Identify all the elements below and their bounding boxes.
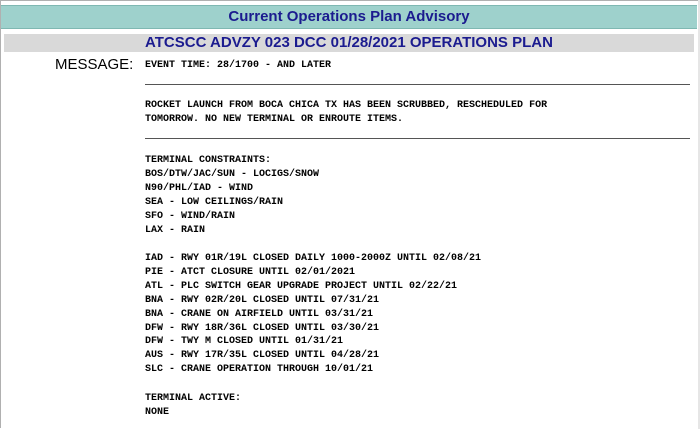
facility-line: BNA - RWY 02R/20L CLOSED UNTIL 07/31/21 xyxy=(145,294,380,306)
constraint-line: SEA - LOW CEILINGS/RAIN xyxy=(145,196,284,208)
facility-line: DFW - RWY 18R/36L CLOSED UNTIL 03/30/21 xyxy=(145,322,380,334)
facility-line: PIE - ATCT CLOSURE UNTIL 02/01/2021 xyxy=(145,266,356,278)
terminal-active-value: NONE xyxy=(145,406,170,418)
terminal-constraints-block xyxy=(145,154,690,237)
notice-line: TOMORROW. NO NEW TERMINAL OR ENROUTE ITEMS. xyxy=(145,113,404,125)
terminal-active-block xyxy=(145,392,690,420)
constraint-line: BOS/DTW/JAC/SUN - LOCIGS/SNOW xyxy=(145,168,320,180)
constraint-line: N90/PHL/IAD - WIND xyxy=(145,182,254,194)
constraint-line: LAX - RAIN xyxy=(145,224,206,236)
facility-line: DFW - TWY M CLOSED UNTIL 01/31/21 xyxy=(145,336,344,348)
divider-top xyxy=(145,84,690,85)
facility-line: IAD - RWY 01R/19L CLOSED DAILY 1000-2000Z UNTIL 02/08/21 xyxy=(145,253,482,264)
facility-line: BNA - CRANE ON AIRFIELD UNTIL 03/31/21 xyxy=(145,308,374,320)
facility-constraints-block xyxy=(145,252,690,377)
notice-block xyxy=(145,99,690,127)
advisory-header-title: Current Operations Plan Advisory xyxy=(228,8,470,25)
divider-bottom xyxy=(145,138,690,139)
constraint-line: SFO - WIND/RAIN xyxy=(145,210,236,222)
message-body xyxy=(145,59,690,73)
event-time-line: EVENT TIME: 28/1700 - AND LATER xyxy=(145,60,332,71)
message-label: MESSAGE: xyxy=(55,56,134,73)
terminal-active-heading: TERMINAL ACTIVE: xyxy=(145,393,242,404)
facility-line: SLC - CRANE OPERATION THROUGH 10/01/21 xyxy=(145,364,374,376)
facility-line: AUS - RWY 17R/35L CLOSED UNTIL 04/28/21 xyxy=(145,350,380,362)
advisory-subject-bar xyxy=(4,34,694,52)
advisory-header xyxy=(1,5,697,29)
facility-line: ATL - PLC SWITCH GEAR UPGRADE PROJECT UNTIL 02/22/21 xyxy=(145,280,458,292)
terminal-constraints-heading: TERMINAL CONSTRAINTS: xyxy=(145,155,272,166)
notice-line: ROCKET LAUNCH FROM BOCA CHICA TX HAS BEEN SCRUBBED, RESCHEDULED FOR xyxy=(145,100,548,111)
advisory-subject: ATCSCC ADVZY 023 DCC 01/28/2021 OPERATIONS PLAN xyxy=(145,34,553,51)
